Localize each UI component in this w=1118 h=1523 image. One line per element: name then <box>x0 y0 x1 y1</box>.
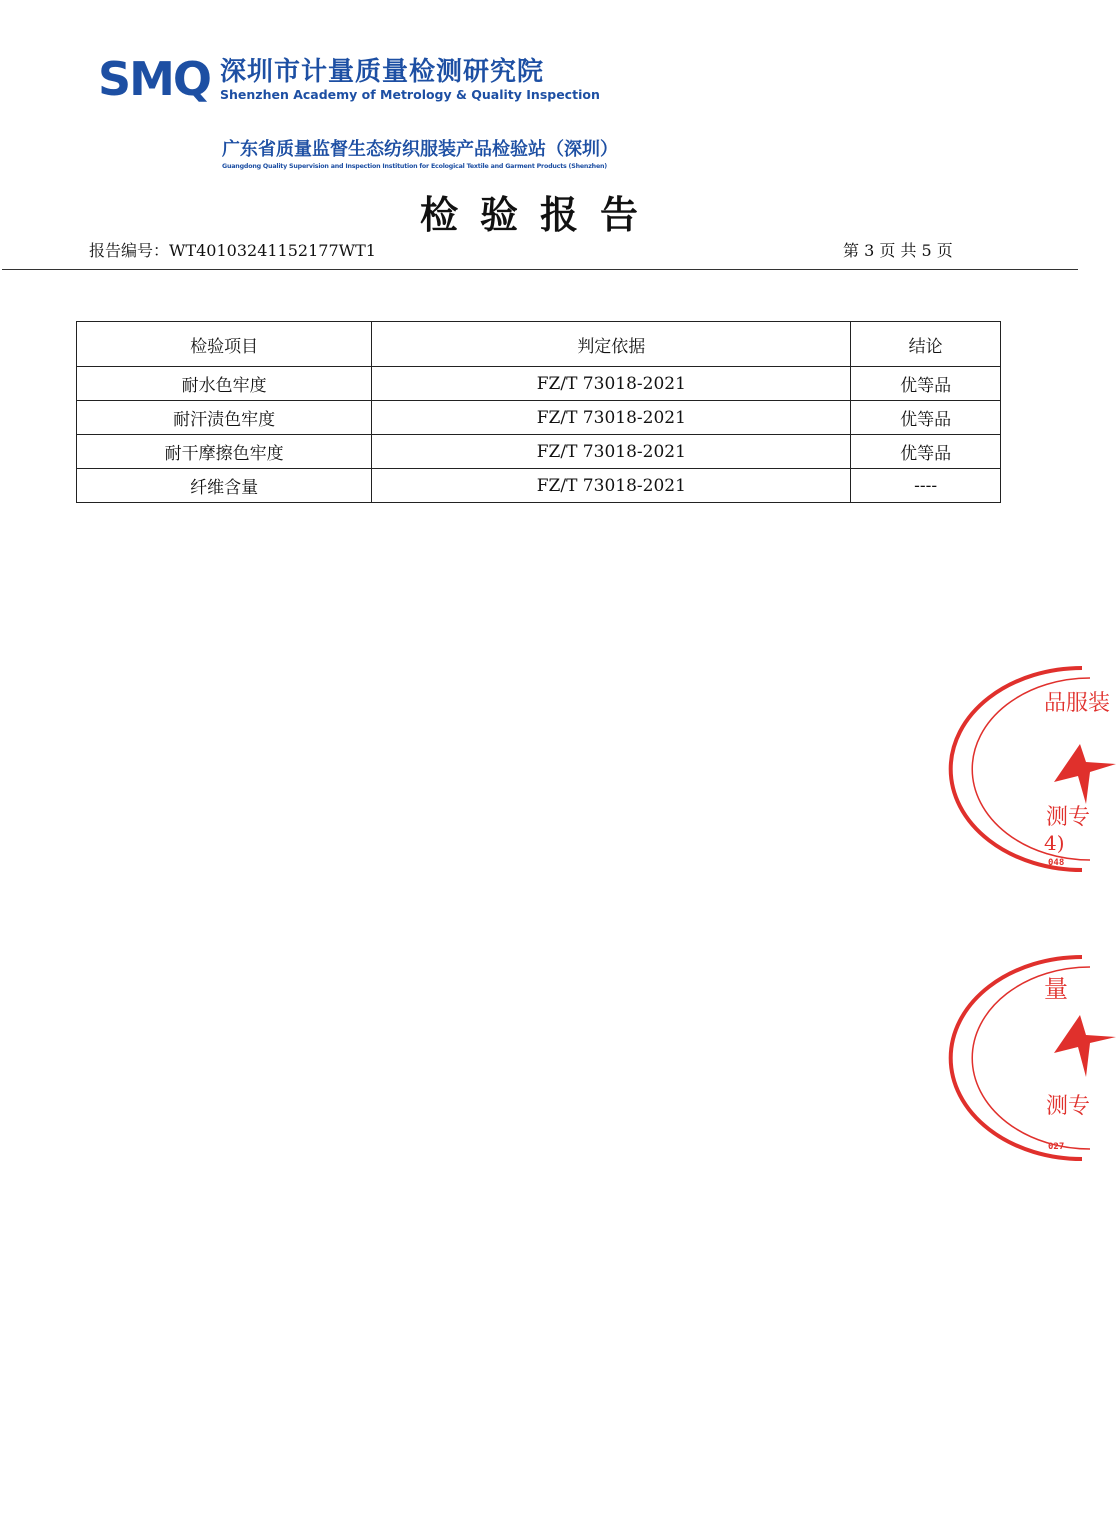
cell-item: 纤维含量 <box>77 469 372 503</box>
cell-basis: FZ/T 73018-2021 <box>372 401 851 435</box>
cell-conclusion: 优等品 <box>851 435 1001 469</box>
cell-item: 耐水色牢度 <box>77 367 372 401</box>
table-row <box>77 367 1001 401</box>
header-basis: 判定依据 <box>372 322 851 367</box>
cell-item: 耐干摩擦色牢度 <box>77 435 372 469</box>
svg-text:027: 027 <box>1048 1142 1065 1152</box>
header-divider <box>2 269 1078 270</box>
smq-logo-mark <box>98 52 210 106</box>
red-seal-stamp <box>1042 953 1118 1163</box>
svg-text:测专: 测专 <box>1046 805 1091 830</box>
table-header-row <box>77 322 1001 367</box>
report-title: 检验报告 <box>419 193 660 237</box>
table-row <box>77 435 1001 469</box>
smq-letters: SMQ <box>98 52 211 106</box>
station-block <box>222 138 618 172</box>
table-row <box>77 401 1001 435</box>
institution-logo <box>98 52 600 106</box>
header-item: 检验项目 <box>77 322 372 367</box>
cell-basis: FZ/T 73018-2021 <box>372 435 851 469</box>
station-name-cn: 广东省质量监督生态纺织服装产品检验站（深圳） <box>222 139 618 160</box>
svg-text:测专: 测专 <box>1046 1094 1091 1119</box>
svg-text:4): 4) <box>1044 831 1065 855</box>
cell-conclusion: ---- <box>851 469 1001 503</box>
svg-text:品服装: 品服装 <box>1044 691 1111 716</box>
cell-conclusion: 优等品 <box>851 367 1001 401</box>
svg-text:量: 量 <box>1044 975 1068 1003</box>
cell-conclusion: 优等品 <box>851 401 1001 435</box>
institution-name-en: Shenzhen Academy of Metrology & Quality Inspection <box>220 86 600 102</box>
svg-text:048: 048 <box>1048 858 1065 868</box>
header-conclusion: 结论 <box>851 322 1001 367</box>
report-number: 报告编号：WT40103241152177WT1 <box>89 241 376 260</box>
table-row <box>77 469 1001 503</box>
page-indicator: 第 3 页 共 5 页 <box>843 241 953 260</box>
institution-name-block <box>220 57 600 102</box>
cell-basis: FZ/T 73018-2021 <box>372 469 851 503</box>
institution-name-cn: 深圳市计量质量检测研究院 <box>220 56 545 87</box>
inspection-results-table <box>76 321 1001 503</box>
cell-item: 耐汗渍色牢度 <box>77 401 372 435</box>
red-seal-stamp <box>1042 664 1118 874</box>
cell-basis: FZ/T 73018-2021 <box>372 367 851 401</box>
station-name-en: Guangdong Quality Supervision and Inspection Institution for Ecological Textile and Garment Products (Shenzhen) <box>222 163 607 170</box>
